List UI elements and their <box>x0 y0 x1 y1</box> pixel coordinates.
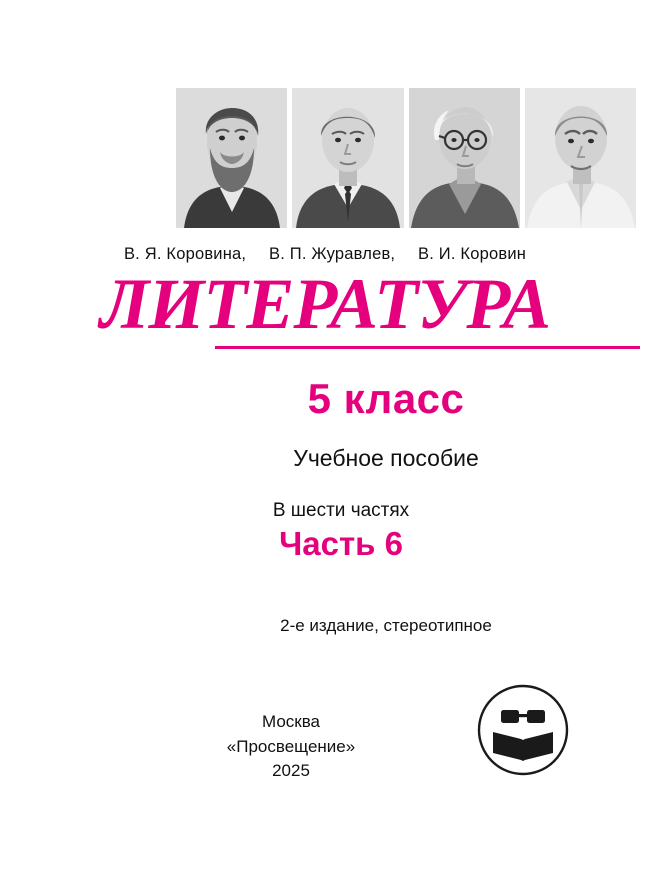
authors-line <box>0 245 650 264</box>
book-title: ЛИТЕРАТУРА <box>99 264 551 344</box>
title-divider-rule <box>215 346 640 349</box>
author-portraits-strip <box>176 88 636 228</box>
imprint-block <box>176 710 406 784</box>
grade-label: 5 класс <box>307 375 465 422</box>
author-1: В. Я. Коровина, <box>123 245 247 263</box>
prosveshchenie-logo <box>477 684 569 776</box>
part-number-label: Часть 6 <box>279 525 403 562</box>
author-2: В. П. Журавлев, <box>269 245 396 263</box>
imprint-city: Москва <box>261 712 321 731</box>
imprint-year: 2025 <box>272 761 310 781</box>
imprint-publisher: «Просвещение» <box>226 736 356 756</box>
subtitle-label: Учебное пособие <box>293 445 479 471</box>
parts-count-label: В шести частях <box>272 500 410 521</box>
portrait-3 <box>409 88 520 228</box>
edition-label: 2-е издание, стереотипное <box>280 616 492 635</box>
portrait-2 <box>292 88 403 228</box>
portrait-1 <box>176 88 287 228</box>
author-3: В. И. Коровин <box>418 245 527 263</box>
portrait-4 <box>525 88 636 228</box>
